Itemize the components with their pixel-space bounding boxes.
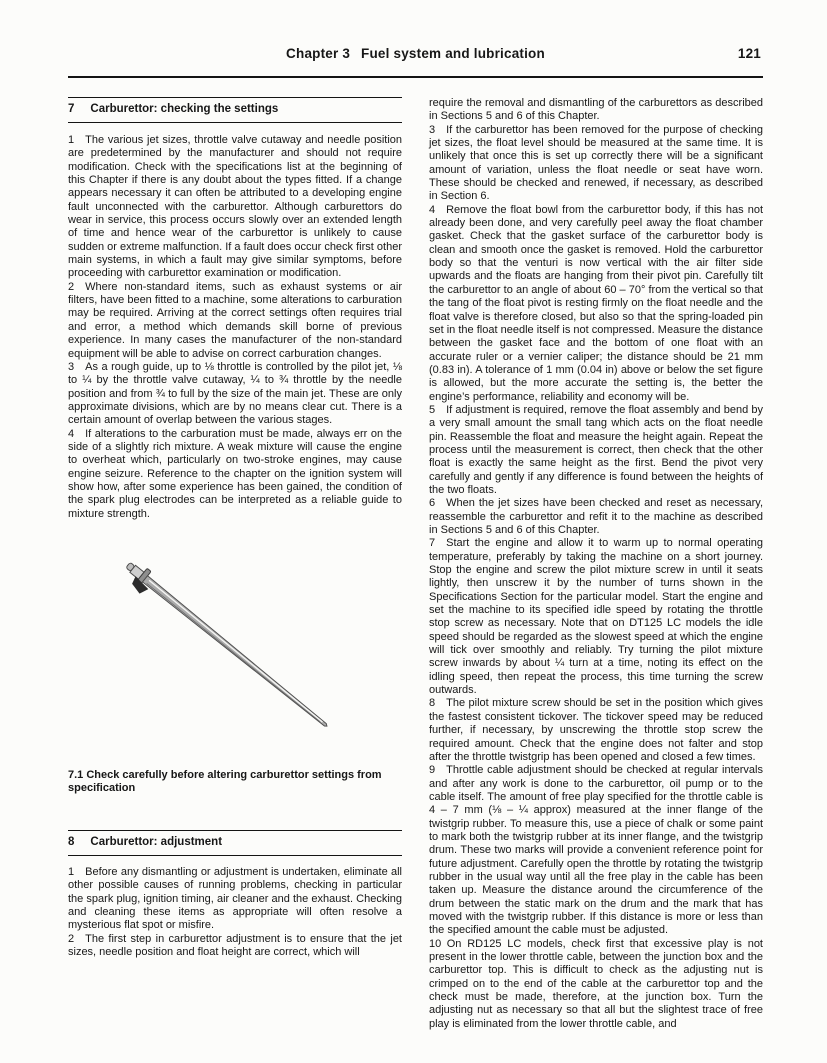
body-paragraph: 1 The various jet sizes, throttle valve cutaway and needle position are predetermined by the manufacturer and should not require modification. Check with the specifications list at the beginning of this Chapter if there is any doubt about the types fitted. If a change appears necessary it can often be attributed to a developing engine fault unconnected with the carburettor. Although carburettors do wear in service, this process occurs slowly over an extended length of time and hence wear of the carburettor is unlikely to cause sudden or extreme malfunction. If a fault does occur check first other main systems, in which a fault may give similar symptoms, before proceeding with carburettor examination or modification. (68, 134, 402, 280)
section-heading-7 (68, 97, 402, 123)
body-paragraph: 5 If adjustment is required, remove the float assembly and bend by a very small amount the small tang which acts on the float needle pin. Reassemble the float and measure the height again. Repeat the process until the measurement is correct, then check that the other float is exactly the same height as the first. Bend the pivot very carefully and gently if any difference is found between the heights of the two floats. (429, 403, 763, 496)
figure-caption: 7.1 Check carefully before altering carburettor settings from specification (68, 768, 382, 795)
section-number: 8 (68, 835, 75, 848)
section-heading-8 (68, 830, 402, 856)
left-column (68, 97, 402, 1031)
carburettor-needle-figure (68, 531, 402, 761)
page-number: 121 (737, 46, 761, 61)
body-paragraph: 7 Start the engine and allow it to warm up to normal operating temperature, preferably by taking the machine on a short journey. Stop the engine and screw the pilot mixture screw in until it seats lightly, then unscrew it by the number of turns shown in the Specifications Section for the particular model. Start the engine and set the machine to its specified idle speed by rotating the throttle stop screw as necessary. Note that on DT125 LC models the idle speed should be regarded as the slowest speed at which the engine will tick over smoothly and reliably. Try turning the pilot mixture screw inwards by about ¼ turn at a time, noting its effect on the idling speed, then repeat the process, this time turning the screw outwards. (429, 537, 763, 697)
body-paragraph: 10 On RD125 LC models, check first that excessive play is not present in the lower throttle cable, between the junction box and the carburettor top. This is difficult to check as the adjusting nut is crimped on to the end of the cable at the carburettor top and the check must be made, therefore, at the junction box. Turn the adjusting nut as necessary so that all but the slightest trace of free play is eliminated from the lower throttle cable, and (429, 937, 763, 1030)
running-head (68, 46, 763, 64)
body-paragraph: 4 Remove the float bowl from the carburettor body, if this has not already been done, and very carefully peel away the float chamber gasket. Check that the gasket surface of the carburettor body is clean and smooth once the gasket is removed. Hold the carburettor body so that the venturi is now vertical with the air filter side upwards and the floats are hanging from their pivot pin. Carefully tilt the carburettor to an angle of about 60 – 70° from the vertical so that the tang of the float pivot is resting firmly on the float needle and the float valve is therefore closed, but also so that the spring-loaded pin set in the float needle itself is not compressed. Measure the distance between the gasket face and the bottom of one float with an accurate ruler or a vernier caliper; the distance should be 21 mm (0.83 in). A tolerance of 1 mm (0.04 in) above or below the set figure is allowed, but the more accurate the setting is, the better the engine’s performance, reliability and economy will be. (429, 203, 763, 403)
chapter-title: Chapter 3 Fuel system and lubrication (286, 46, 545, 61)
body-paragraph: 3 If the carburettor has been removed for the purpose of checking jet sizes, the float level should be measured at the same time. It is unlikely that once this is set up correctly there will be a significant amount of variation, unless the float needle or seat have worn. These should be checked and renewed, if necessary, as described in Section 6. (429, 123, 763, 203)
body-paragraph: 6 When the jet sizes have been checked and reset as necessary, reassemble the carburettor and refit it to the machine as described in Sections 5 and 6 of this Chapter. (429, 497, 763, 536)
two-column-body (68, 97, 763, 1031)
figure-7-1 (68, 531, 402, 796)
body-paragraph: 2 Where non-standard items, such as exhaust systems or air filters, have been fitted to a machine, some alterations to carburation may be required. Arriving at the correct settings often requires trial and error, a method which demands skill borne of previous experience. In many cases the manufacturer of the non-standard equipment will be able to advise on correct carburation changes. (68, 280, 402, 360)
needle-highlight (148, 580, 323, 722)
body-paragraph: 9 Throttle cable adjustment should be checked at regular intervals and after any work is done to the carburettor, oil pump or to the cable itself. The amount of free play specified for the throttle cable is 4 – 7 mm (⅛ – ¼ approx) measured at the inner flange of the twistgrip rubber. To measure this, use a piece of chalk or some paint to mark both the twistgrip rubber at its inner flange, and the twistgrip drum. These two marks will provide a convenient reference point for future adjustment. Carefully open the throttle by rotating the twistgrip rubber in the usual way until all the free play in the cable has been taken up. Measure the distance around the circumference of the drum between the static mark on the drum and the mark that has moved with the twistgrip rubber. If this distance is more or less than the specified amount the cable must be adjusted. (429, 764, 763, 937)
section-number: 7 (68, 103, 75, 115)
body-paragraph: 4 If alterations to the carburation must be made, always err on the side of a slightly rich mixture. A weak mixture will cause the engine to overheat which, particularly on two-stroke engines, may cause engine seizure. Reference to the chapter on the ignition system will show how, after some experience has been gained, the condition of the spark plug electrodes can be interpreted as a reliable guide to mixture strength. (68, 427, 402, 520)
section-title: Carburettor: checking the settings (90, 103, 279, 115)
header-rule (68, 76, 763, 78)
body-paragraph: 2 The first step in carburettor adjustment is to ensure that the jet sizes, needle position and float height are correct, which will (68, 932, 402, 959)
body-paragraph: 3 As a rough guide, up to ⅛ throttle is controlled by the pilot jet, ⅛ to ¼ by the throttle valve cutaway, ¼ to ¾ throttle by the needle position and from ¾ to full by the size of the main jet. These are only approximate divisions, which are by no means clear cut. There is a certain amount of overlap between the various stages. (68, 360, 402, 427)
section-title: Carburettor: adjustment (90, 835, 223, 848)
body-paragraph: require the removal and dismantling of the carburettors as described in Sections 5 and 6 of this Chapter. (429, 97, 763, 123)
right-column (429, 97, 763, 1031)
body-paragraph: 1 Before any dismantling or adjustment is undertaken, eliminate all other possible causes of running problems, checking in particular the spark plug, ignition timing, air cleaner and the exhaust. Checking and cleaning these items as appropriate will often resolve a mysterious flat spot or misfire. (68, 865, 402, 932)
body-paragraph: 8 The pilot mixture screw should be set in the position which gives the fastest consistent tickover. The tickover speed may be reduced further, if necessary, by unscrewing the throttle stop screw the required amount. Check that the engine does not falter and stop after the throttle twistgrip has been opened and closed a few times. (429, 697, 763, 763)
